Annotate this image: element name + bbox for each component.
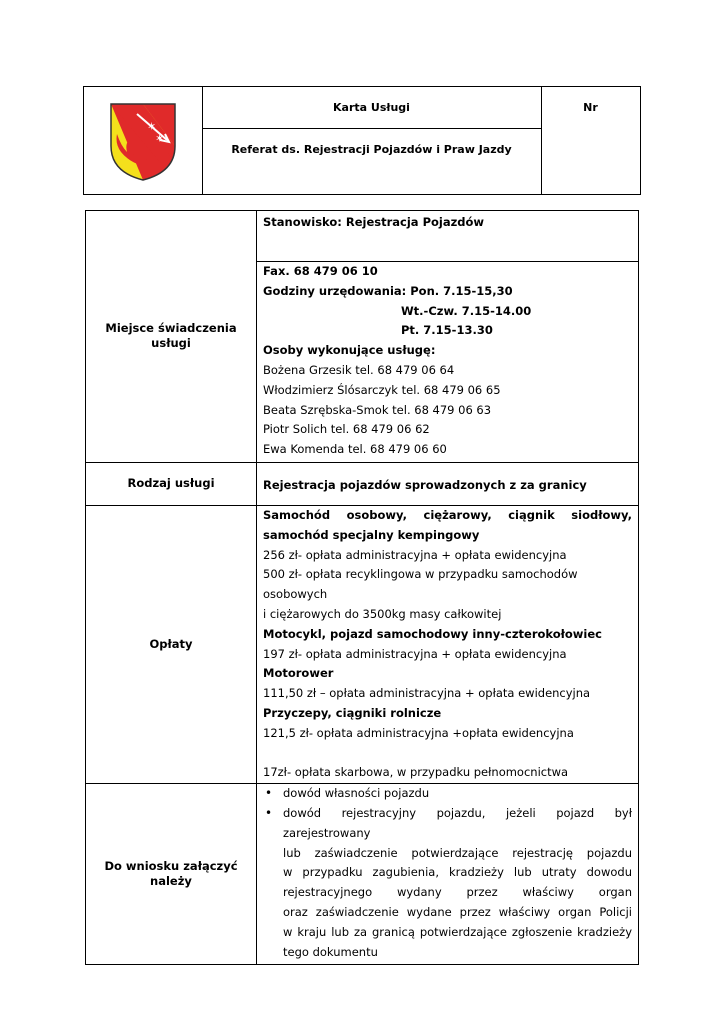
svg-text:✶: ✶ <box>147 119 157 133</box>
header-middle <box>202 87 542 194</box>
contact-cell <box>257 262 639 463</box>
attachment-line: tego dokumentu <box>283 944 378 959</box>
staff-item: Włodzimierz Ślósarczyk tel. 68 479 06 65 <box>263 382 501 397</box>
car-fee: 256 zł- opłata administracyjna + opłata ewidencyjna <box>263 547 567 562</box>
place-row-top <box>86 211 639 262</box>
attachment-line: w przypadku zagubienia, kradzieży lub utraty dowodu <box>283 865 632 880</box>
attachment-line: rejestracyjnego wydany przez właściwy organ <box>283 885 632 900</box>
moped-heading: Motorower <box>263 666 334 681</box>
trailer-heading: Przyczepy, ciągniki rolnicze <box>263 705 442 720</box>
attachments-cell <box>257 784 639 965</box>
number-label: Nr <box>583 101 598 114</box>
staff-heading: Osoby wykonujące usługę: <box>263 343 436 358</box>
service-row <box>86 462 639 505</box>
attachment-text: dowód własności pojazdu <box>283 786 430 801</box>
staff-item: Ewa Komenda tel. 68 479 06 60 <box>263 442 447 457</box>
attachment-line: lub zaświadczenie potwierdzające rejestrację pojazdu <box>283 845 632 860</box>
car-heading-2: samochód specjalny kempingowy <box>263 527 480 542</box>
service-label: Rodzaj usługi <box>86 462 257 505</box>
fax-text: Fax. 68 479 06 10 <box>263 264 378 278</box>
attachments-list <box>263 784 632 962</box>
fees-row <box>86 505 639 783</box>
car-heading-1: Samochód osobowy, ciężarowy, ciągnik siodłowy, <box>263 507 632 522</box>
crest-cell <box>84 87 203 194</box>
hours-line-3: Pt. 7.15-13.30 <box>401 323 493 338</box>
header-table <box>83 86 641 195</box>
staff-item: Beata Szrębska-Smok tel. 68 479 06 63 <box>263 402 492 417</box>
attachments-row <box>86 784 639 965</box>
recycling-fee-2: i ciężarowych do 3500kg masy całkowitej <box>263 606 502 621</box>
place-label: Miejsce świadczenia usługi <box>86 211 257 463</box>
attachment-item <box>263 804 632 962</box>
svg-text:✶: ✶ <box>155 131 165 145</box>
coat-of-arms-icon <box>107 100 179 182</box>
hours-line-2: Wt.-Czw. 7.15-14.00 <box>401 303 532 318</box>
moto-fee: 197 zł- opłata administracyjna + opłata ewidencyjna <box>263 646 567 661</box>
fees-cell <box>257 505 639 783</box>
moto-heading: Motocykl, pojazd samochodowy inny-czterokołowiec <box>263 626 602 641</box>
card-title: Karta Usługi <box>202 87 541 129</box>
fees-label: Opłaty <box>86 505 257 783</box>
service-table <box>85 210 639 965</box>
stamp-fee: 17zł- opłata skarbowa, w przypadku pełnomocnictwa <box>263 765 569 780</box>
trailer-fee: 121,5 zł- opłata administracyjna +opłata ewidencyjna <box>263 725 574 740</box>
recycling-fee-1: 500 zł- opłata recyklingowa w przypadku samochodów osobowych <box>263 567 578 602</box>
position-text: Stanowisko: Rejestracja Pojazdów <box>263 215 485 229</box>
staff-item: Piotr Solich tel. 68 479 06 62 <box>263 422 430 437</box>
attachment-line: oraz zaświadczenie wydane przez właściwy organ Policji <box>283 904 632 919</box>
attachments-label: Do wniosku załączyć należy <box>86 784 257 965</box>
attachment-item <box>263 784 632 804</box>
blank-line <box>263 744 632 764</box>
service-cell <box>257 462 639 505</box>
department-name: Referat ds. Rejestracji Pojazdów i Praw Jazdy <box>231 142 512 156</box>
staff-item: Bożena Grzesik tel. 68 479 06 64 <box>263 362 455 377</box>
position-cell <box>257 211 639 262</box>
attachment-line: w kraju lub za granicą potwierdzające zgłoszenie kradzieży <box>283 924 632 939</box>
moped-fee: 111,50 zł – opłata administracyjna + opłata ewidencyjna <box>263 686 591 701</box>
attachment-line: • dowód rejestracyjny pojazdu, jeżeli pojazd był zarejestrowany <box>283 805 632 840</box>
hours-line-1: Godziny urzędowania: Pon. 7.15-15,30 <box>263 283 513 298</box>
service-value: Rejestracja pojazdów sprowadzonych z za granicy <box>263 478 587 493</box>
